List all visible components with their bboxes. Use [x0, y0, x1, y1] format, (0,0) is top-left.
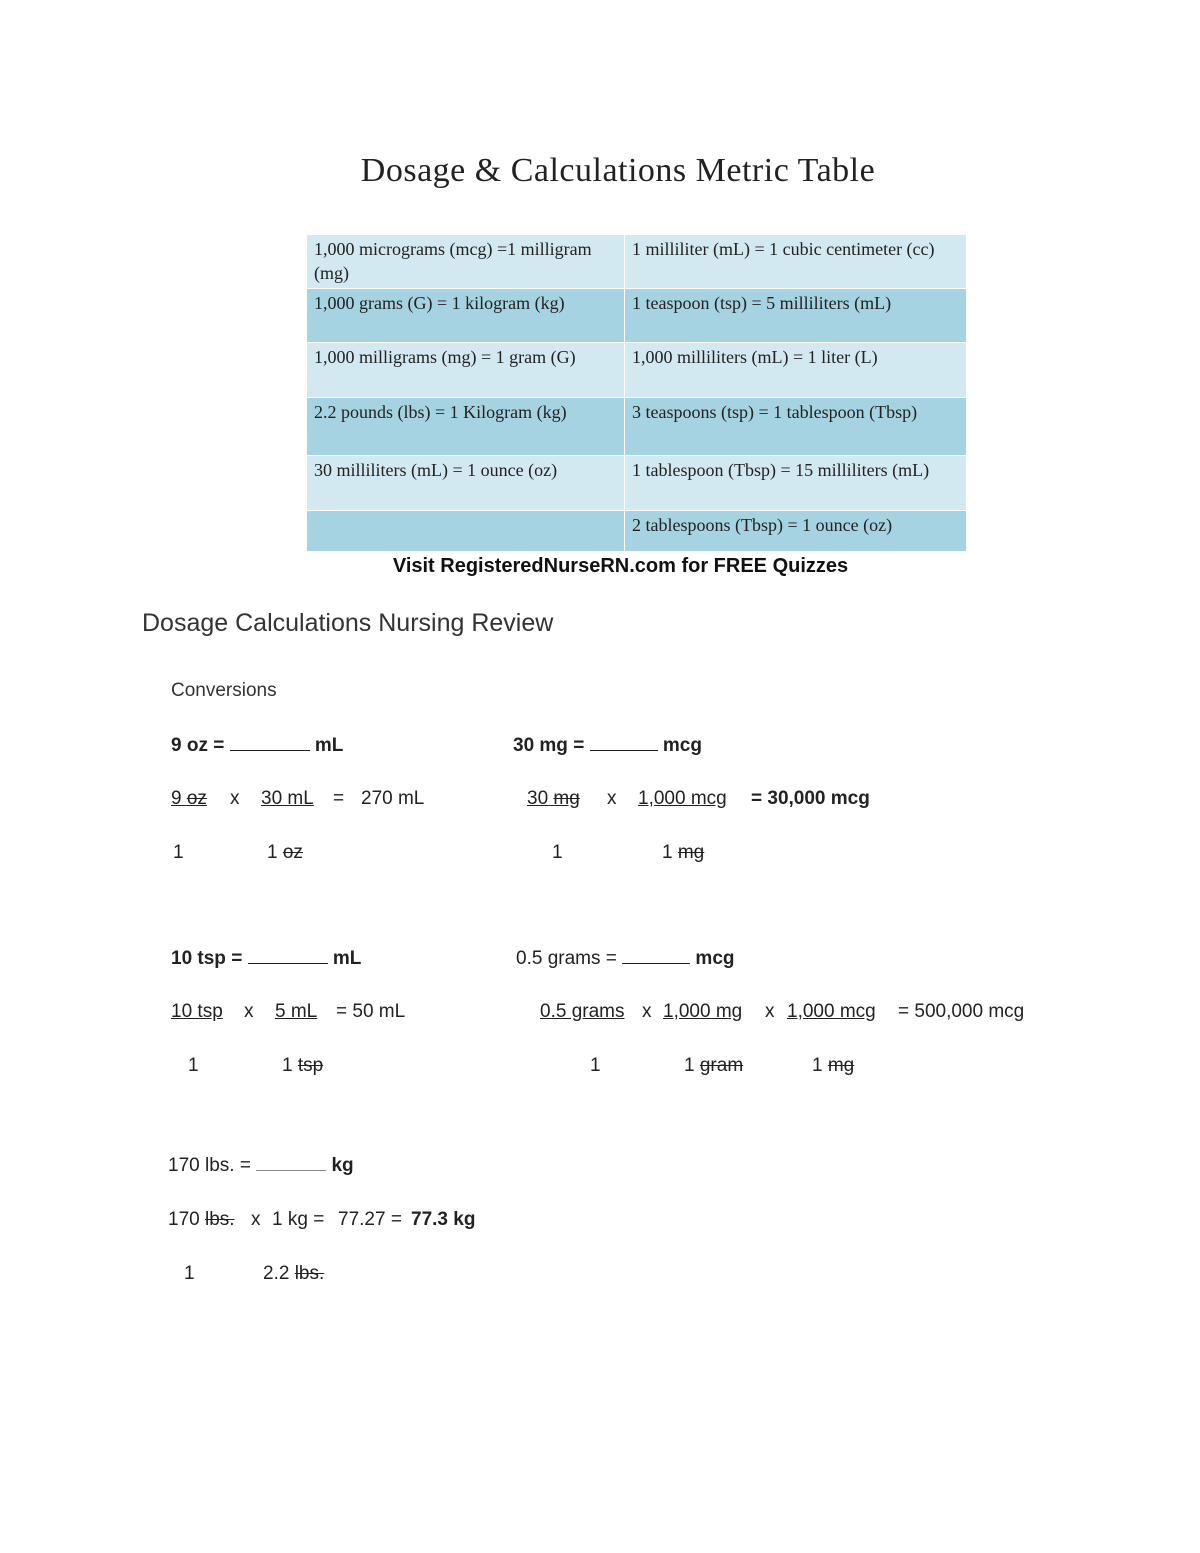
table-cell: 2.2 pounds (lbs) = 1 Kilogram (kg): [307, 398, 625, 456]
table-row: [307, 289, 967, 343]
table-cell: 1,000 milliliters (mL) = 1 liter (L): [625, 343, 967, 398]
question-unit: mL: [332, 948, 362, 969]
question-unit: mL: [314, 735, 344, 756]
section-heading: Dosage Calculations Nursing Review: [142, 609, 554, 637]
problem-1-numerator: [171, 788, 207, 810]
denominator-term: 1 mg: [662, 842, 705, 863]
document-title: Dosage & Calculations Metric Table: [360, 152, 876, 189]
numerator-term: 1,000 mcg: [787, 1001, 876, 1022]
problem-5-question: [168, 1155, 354, 1177]
result: 77.3 kg: [411, 1209, 476, 1230]
denominator-term: 1 tsp: [282, 1055, 324, 1076]
denominator-term: 1: [590, 1055, 601, 1076]
problem-3-question: [171, 948, 361, 970]
multiply-sign: x: [251, 1209, 261, 1230]
table-cell: 30 milliliters (mL) = 1 ounce (oz): [307, 456, 625, 511]
table-row: [307, 456, 967, 511]
denominator-term: 1: [184, 1263, 195, 1284]
question-unit: mcg: [695, 948, 735, 969]
answer-blank: [256, 1156, 326, 1171]
table-cell: 1,000 grams (G) = 1 kilogram (kg): [307, 289, 625, 343]
multiply-sign: x: [230, 788, 240, 809]
numerator-term: 5 mL: [275, 1001, 318, 1022]
table-row: [307, 235, 967, 289]
equals-sign: =: [333, 788, 345, 809]
result: = 500,000 mcg: [898, 1001, 1025, 1022]
question-text: 10 tsp =: [171, 948, 243, 969]
multiply-sign: x: [642, 1001, 652, 1022]
result: = 50 mL: [336, 1001, 406, 1022]
table-cell: 3 teaspoons (tsp) = 1 tablespoon (Tbsp): [625, 398, 967, 456]
conversions-subheading: Conversions: [171, 680, 277, 701]
numerator-term: 30 mL: [261, 788, 314, 809]
result: 270 mL: [361, 788, 425, 809]
problem-1-question: [171, 735, 343, 757]
numerator-term: 1,000 mg: [663, 1001, 743, 1022]
multiply-sign: x: [244, 1001, 254, 1022]
table-cell: 1 milliliter (mL) = 1 cubic centimeter (cc): [625, 235, 967, 289]
numerator-term: 1 kg =: [272, 1209, 325, 1230]
answer-blank: [622, 949, 690, 964]
result: = 30,000 mcg: [751, 788, 870, 809]
question-unit: mcg: [662, 735, 702, 756]
table-cell: 1 teaspoon (tsp) = 5 milliliters (mL): [625, 289, 967, 343]
numerator-term: 170 lbs.: [168, 1209, 235, 1230]
answer-blank: [248, 949, 328, 964]
answer-blank: [230, 736, 310, 751]
numerator-term: 30 mg: [527, 788, 580, 809]
table-cell: [307, 511, 625, 552]
denominator-term: 1: [552, 842, 563, 863]
multiply-sign: x: [607, 788, 617, 809]
table-row: [307, 343, 967, 398]
denominator-term: 1 oz: [267, 842, 303, 863]
table-cell: 2 tablespoons (Tbsp) = 1 ounce (oz): [625, 511, 967, 552]
table-row: [307, 398, 967, 456]
denominator-term: 1 gram: [684, 1055, 744, 1076]
multiply-sign: x: [765, 1001, 775, 1022]
numerator-term: 1,000 mcg: [638, 788, 727, 809]
numerator-term: 10 tsp: [171, 1001, 223, 1022]
answer-blank: [590, 736, 658, 751]
numerator-term: 9 oz: [171, 788, 207, 809]
table-cell: 1 tablespoon (Tbsp) = 15 milliliters (mL): [625, 456, 967, 511]
denominator-term: 1: [188, 1055, 199, 1076]
metric-table: [306, 234, 967, 552]
problem-4-question: [516, 948, 735, 970]
question-unit: kg: [331, 1155, 354, 1176]
denominator-term: 1: [173, 842, 184, 863]
table-cell: 1,000 micrograms (mcg) =1 milligram (mg): [307, 235, 625, 289]
question-text: 0.5 grams =: [516, 948, 617, 969]
denominator-term: 1 mg: [812, 1055, 855, 1076]
denominator-term: 2.2 lbs.: [263, 1263, 325, 1284]
intermediate-result: 77.27 =: [338, 1209, 402, 1230]
question-text: 30 mg =: [513, 735, 585, 756]
table-row: [307, 511, 967, 552]
question-text: 170 lbs. =: [168, 1155, 251, 1176]
problem-2-question: [513, 735, 702, 757]
table-cell: 1,000 milligrams (mg) = 1 gram (G): [307, 343, 625, 398]
visit-link-text: Visit RegisteredNurseRN.com for FREE Quizzes: [392, 555, 849, 577]
numerator-term: 0.5 grams: [540, 1001, 625, 1022]
question-text: 9 oz =: [171, 735, 225, 756]
